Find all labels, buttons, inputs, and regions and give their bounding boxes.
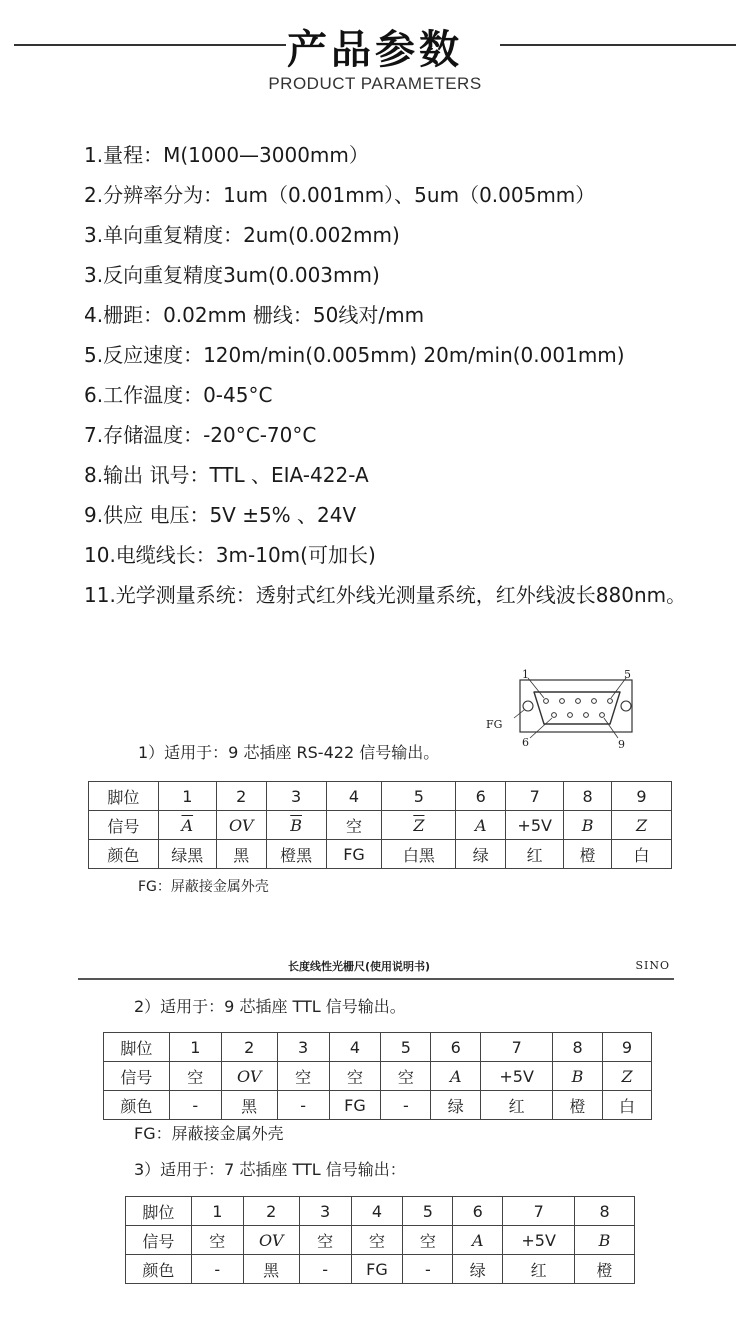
table-cell: - — [381, 1091, 431, 1120]
leader-line — [514, 710, 524, 718]
brand-label: SINO — [635, 959, 670, 972]
table-cell: +5V — [506, 811, 564, 840]
table-cell: - — [277, 1091, 329, 1120]
row-header: 信号 — [104, 1062, 170, 1091]
table-cell: 绿黑 — [158, 840, 216, 869]
table-cell — [575, 1226, 635, 1255]
param-item: 7.存储温度：-20°C-70°C — [84, 423, 317, 447]
param-item: 1.量程：M(1000—3000mm） — [84, 143, 369, 167]
param-item: 10.电缆线长：3m-10m(可加长) — [84, 543, 376, 567]
leader-line — [530, 718, 552, 738]
signal-value: OV — [229, 815, 254, 835]
table-cell — [221, 1062, 277, 1091]
section-header — [0, 14, 750, 104]
pin-hole — [576, 699, 581, 704]
signal-value: B — [571, 1066, 584, 1086]
table-row — [126, 1255, 635, 1284]
table-cell — [216, 811, 266, 840]
table-cell — [266, 811, 326, 840]
table-cell: 绿 — [456, 840, 506, 869]
section1-note: FG：屏蔽接金属外壳 — [138, 879, 269, 895]
table-cell: 6 — [453, 1197, 503, 1226]
table-cell: 空 — [351, 1226, 403, 1255]
row-header: 颜色 — [126, 1255, 192, 1284]
leader-line — [528, 678, 544, 698]
table-cell: 3 — [277, 1033, 329, 1062]
connector-shell — [534, 692, 620, 724]
row-header: 信号 — [89, 811, 159, 840]
signal-value: $\overline{A}$ — [181, 815, 194, 835]
row-header: 信号 — [126, 1226, 192, 1255]
table-cell: - — [191, 1255, 243, 1284]
table-cell: 绿 — [453, 1255, 503, 1284]
signal-value: A — [471, 1230, 484, 1250]
table-cell: 白 — [603, 1091, 652, 1120]
table-cell — [382, 811, 456, 840]
section1-table — [88, 781, 672, 869]
param-item: 5.反应速度：120m/min(0.005mm) 20m/min(0.001mm) — [84, 343, 625, 367]
param-item: 11.光学测量系统：透射式红外线光测量系统，红外线波长880nm。 — [84, 583, 687, 607]
table-cell: 橙 — [564, 840, 612, 869]
signal-value: A — [449, 1066, 462, 1086]
table-cell: 黑 — [216, 840, 266, 869]
table-cell: - — [299, 1255, 351, 1284]
table-cell — [564, 811, 612, 840]
row-header: 颜色 — [89, 840, 159, 869]
table-cell: 6 — [456, 782, 506, 811]
table-row — [104, 1062, 652, 1091]
table-cell — [553, 1062, 603, 1091]
signal-value: $\overline{Z}$ — [413, 815, 425, 835]
table-cell: 1 — [191, 1197, 243, 1226]
document-header — [78, 954, 674, 980]
table-cell: 1 — [158, 782, 216, 811]
param-item: 4.栅距：0.02mm 栅线：50线对/mm — [84, 303, 425, 327]
row-header: 脚位 — [104, 1033, 170, 1062]
pin-hole — [560, 699, 565, 704]
row-header: 颜色 — [104, 1091, 170, 1120]
table-cell: 空 — [326, 811, 382, 840]
pin-hole — [584, 713, 589, 718]
table-cell: 白黑 — [382, 840, 456, 869]
table-cell: 红 — [481, 1091, 553, 1120]
table-cell: 5 — [382, 782, 456, 811]
table-cell: - — [403, 1255, 453, 1284]
table-cell: 空 — [191, 1226, 243, 1255]
table-cell: 空 — [381, 1062, 431, 1091]
table-cell: +5V — [503, 1226, 575, 1255]
table-cell: FG — [351, 1255, 403, 1284]
pin-hole — [552, 713, 557, 718]
signal-value: B — [581, 815, 594, 835]
table-cell — [431, 1062, 481, 1091]
table-cell: 4 — [326, 782, 382, 811]
pin-label-5: 5 — [624, 668, 631, 681]
table-cell: 9 — [612, 782, 672, 811]
table-cell: 白 — [612, 840, 672, 869]
pin-label-1: 1 — [522, 668, 529, 681]
pin-hole — [600, 713, 605, 718]
table-cell: 橙 — [575, 1255, 635, 1284]
db9-connector-diagram — [486, 668, 646, 754]
table-cell: 黑 — [243, 1255, 299, 1284]
param-item: 8.输出 讯号：TTL 、EIA-422-A — [84, 463, 369, 487]
table-cell: 7 — [503, 1197, 575, 1226]
table-row — [104, 1091, 652, 1120]
table-cell: 3 — [266, 782, 326, 811]
signal-value: $\overline{B}$ — [290, 815, 302, 835]
table-cell: 空 — [169, 1062, 221, 1091]
table-cell: 黑 — [221, 1091, 277, 1120]
table-cell: 8 — [575, 1197, 635, 1226]
table-cell: 5 — [381, 1033, 431, 1062]
table-row — [126, 1197, 635, 1226]
table-cell — [453, 1226, 503, 1255]
section3-table — [125, 1196, 635, 1284]
section2-note: FG：屏蔽接金属外壳 — [134, 1124, 284, 1143]
section3-title: 3）适用于：7 芯插座 TTL 信号输出： — [134, 1160, 406, 1179]
parameter-list — [84, 135, 724, 615]
table-cell: 橙 — [553, 1091, 603, 1120]
table-cell — [456, 811, 506, 840]
table-cell: - — [169, 1091, 221, 1120]
param-item: 3.单向重复精度：2um(0.002mm) — [84, 223, 400, 247]
table-cell: 空 — [299, 1226, 351, 1255]
table-cell — [158, 811, 216, 840]
table-cell: 8 — [553, 1033, 603, 1062]
table-cell: 空 — [403, 1226, 453, 1255]
table-cell — [612, 811, 672, 840]
table-cell: 空 — [329, 1062, 381, 1091]
param-item: 6.工作温度：0-45°C — [84, 383, 273, 407]
pin-hole — [544, 699, 549, 704]
signal-value: Z — [635, 815, 648, 835]
table-row — [89, 811, 672, 840]
section2-title: 2）适用于：9 芯插座 TTL 信号输出。 — [134, 997, 406, 1016]
connector-pins — [544, 699, 613, 718]
page-subtitle: PRODUCT PARAMETERS — [268, 74, 482, 93]
mount-hole-right — [621, 701, 631, 711]
table-cell: 9 — [603, 1033, 652, 1062]
table-row — [89, 840, 672, 869]
page-title: 产品参数 — [287, 27, 463, 73]
table-row — [89, 782, 672, 811]
header-rule-right — [500, 44, 736, 46]
param-item: 3.反向重复精度3um(0.003mm) — [84, 263, 380, 287]
table-cell: 红 — [506, 840, 564, 869]
table-cell: 2 — [243, 1197, 299, 1226]
param-item: 2.分辨率分为：1um（0.001mm）、5um（0.005mm） — [84, 183, 596, 207]
signal-value: B — [598, 1230, 611, 1250]
pin-hole — [608, 699, 613, 704]
row-header: 脚位 — [126, 1197, 192, 1226]
table-cell: 绿 — [431, 1091, 481, 1120]
table-cell — [243, 1226, 299, 1255]
pin-label-9: 9 — [618, 738, 625, 751]
signal-value: Z — [621, 1066, 633, 1086]
table-cell: 红 — [503, 1255, 575, 1284]
table-cell: 8 — [564, 782, 612, 811]
leader-lines — [514, 678, 626, 738]
pin-hole — [592, 699, 597, 704]
pin-hole — [568, 713, 573, 718]
table-cell: 4 — [329, 1033, 381, 1062]
section1-title: 1）适用于：9 芯插座 RS-422 信号输出。 — [138, 743, 440, 762]
signal-value: A — [474, 815, 487, 835]
table-cell: 7 — [481, 1033, 553, 1062]
mount-hole-left — [523, 701, 533, 711]
table-cell: FG — [329, 1091, 381, 1120]
fg-label: FG — [486, 718, 503, 731]
table-cell: 5 — [403, 1197, 453, 1226]
table-cell: 2 — [216, 782, 266, 811]
document-title: 长度线性光栅尺(使用说明书) — [288, 960, 431, 973]
table-cell: 3 — [299, 1197, 351, 1226]
pin-label-6: 6 — [522, 736, 529, 749]
table-cell: 橙黑 — [266, 840, 326, 869]
table-cell: +5V — [481, 1062, 553, 1091]
table-cell: 4 — [351, 1197, 403, 1226]
row-header: 脚位 — [89, 782, 159, 811]
table-row — [104, 1033, 652, 1062]
param-item: 9.供应 电压：5V ±5% 、24V — [84, 503, 357, 527]
signal-value: OV — [236, 1066, 262, 1086]
table-row — [126, 1226, 635, 1255]
table-cell: 2 — [221, 1033, 277, 1062]
signal-value: OV — [258, 1230, 284, 1250]
table-cell — [603, 1062, 652, 1091]
section2-table — [103, 1032, 652, 1120]
table-cell: 1 — [169, 1033, 221, 1062]
table-cell: 6 — [431, 1033, 481, 1062]
table-cell: 空 — [277, 1062, 329, 1091]
table-cell: 7 — [506, 782, 564, 811]
table-cell: FG — [326, 840, 382, 869]
